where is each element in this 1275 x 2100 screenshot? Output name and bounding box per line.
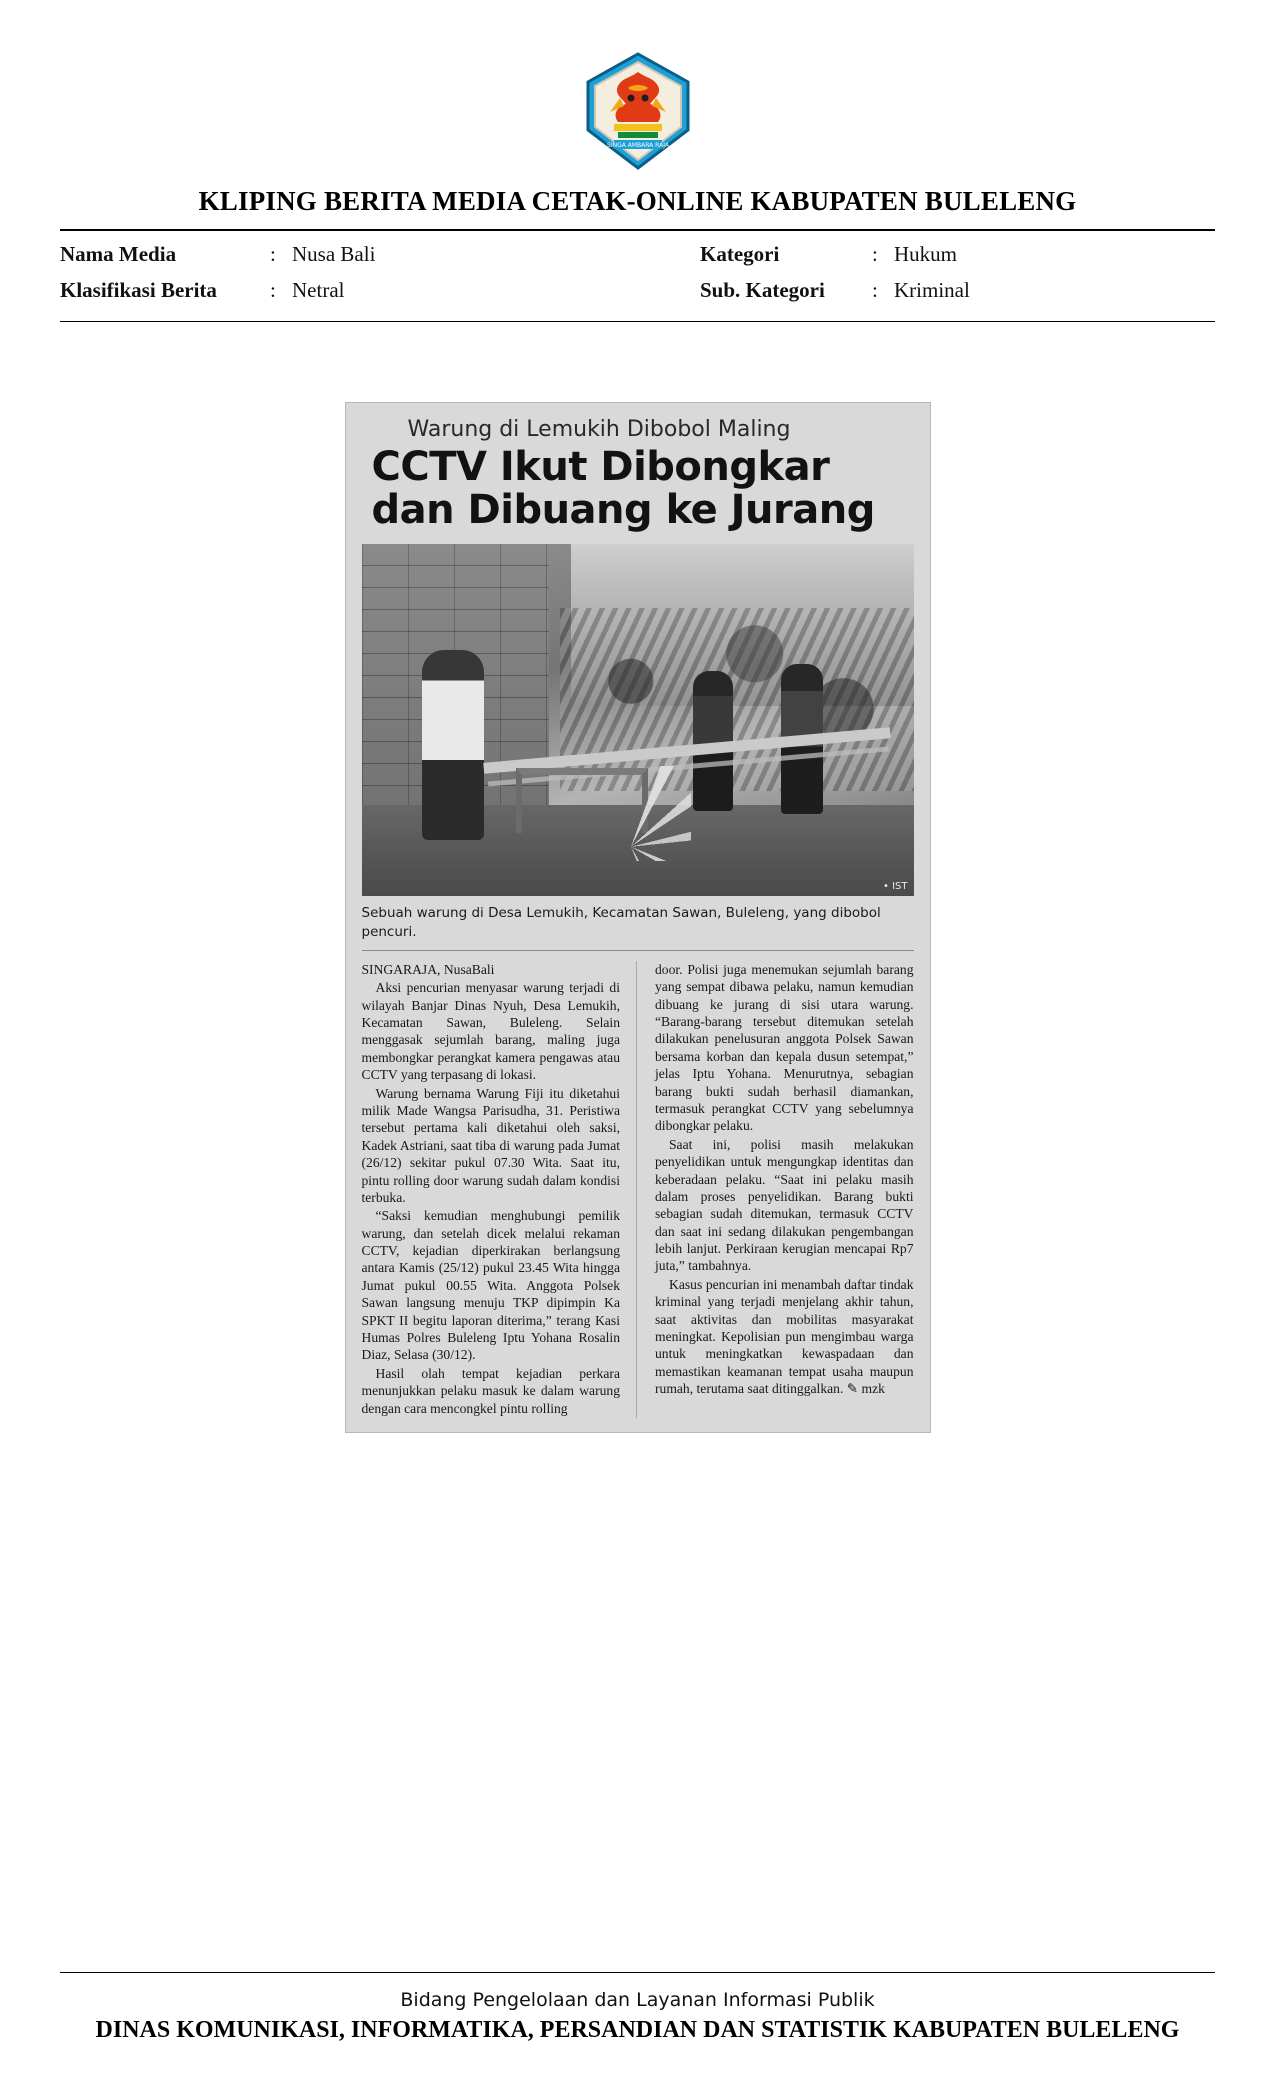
footer-divider — [60, 1972, 1215, 1973]
footer-department-line: Bidang Pengelolaan dan Layanan Informasi Publik — [400, 1989, 875, 2011]
meta-value-nama-media: Nusa Bali — [292, 242, 376, 266]
photo-plant — [571, 766, 691, 861]
photo-foliage — [560, 608, 913, 791]
clipping-column-right — [655, 961, 914, 1418]
meta-row-kategori — [700, 239, 1215, 269]
meta-row-nama-media — [60, 239, 700, 269]
buleleng-crest-icon — [584, 52, 692, 170]
clipping-paragraph: door. Polisi juga menemukan sejumlah barang yang sempat dibawa pelaku, namun kemudian dibuang ke jurang di sisi utara warung. “Barang-barang tersebut ditemukan setelah dilakukan penelusuran anggota Polsek Sawan bersama korban dan kepala dusun setempat,” jelas Iptu Yohana. Menurutnya, sebagian barang bukti sudah berhasil diamankan, termasuk perangkat CCTV yang sebelumnya dibongkar pelaku. — [655, 961, 914, 1134]
page-title: KLIPING BERITA MEDIA CETAK-ONLINE KABUPATEN BULELENG — [198, 186, 1077, 216]
clipping-column-left — [362, 961, 638, 1418]
clipping-paragraph: Aksi pencurian menyasar warung terjadi di wilayah Banjar Dinas Nyuh, Desa Lemukih, Kecamatan Sawan, Buleleng. Selain menggasak sejumlah barang, maling juga membongkar perangkat kamera pengawas atau CCTV yang terpasang di lokasi. — [361, 980, 620, 1083]
meta-label-kategori: Kategori — [700, 242, 780, 266]
clipping-photo — [362, 544, 914, 896]
meta-value-kategori: Hukum — [894, 242, 957, 266]
clipping-kicker: Warung di Lemukih Dibobol Maling — [407, 417, 791, 442]
meta-colon: : — [872, 242, 878, 266]
news-clipping-container — [60, 402, 1215, 1433]
meta-value-sub-kategori: Kriminal — [894, 278, 970, 302]
meta-colon: : — [270, 278, 276, 302]
meta-label-sub-kategori: Sub. Kategori — [700, 278, 825, 302]
meta-colon: : — [270, 242, 276, 266]
clipping-paragraph: Saat ini, polisi masih melakukan penyelidikan untuk mengungkap identitas dan keberadaan pelaku. “Saat ini pelaku masih dalam proses penyelidikan. Barang bukti sebagian sudah ditemukan, termasuk CCTV dan saat ini sedang dilakukan pengembangan lebih lanjut. Perkiraan kerugian mencapai Rp7 juta,” tambahnya. — [655, 1136, 914, 1274]
clipping-headline-line1: CCTV Ikut Dibongkar — [371, 444, 830, 490]
metadata-left-column — [60, 239, 700, 305]
svg-text:SINGA AMBARA RAJA: SINGA AMBARA RAJA — [606, 142, 669, 149]
metadata-right-column — [700, 239, 1215, 305]
meta-row-sub-kategori — [700, 275, 1215, 305]
clipping-body — [362, 961, 914, 1418]
photo-caption: Sebuah warung di Desa Lemukih, Kecamatan Sawan, Buleleng, yang dibobol pencuri. — [362, 904, 914, 950]
clipping-paragraph: Warung bernama Warung Fiji itu diketahui milik Made Wangsa Parisudha, 31. Peristiwa tersebut pertama kali diketahui oleh saksi, Kadek Astriani, saat tiba di warung pada Jumat (26/12) sekitar pukul 07.30 Wita. Saat itu, pintu rolling door warung sudah dalam kondisi terbuka. — [361, 1085, 620, 1205]
footer-agency-line: DINAS KOMUNIKASI, INFORMATIKA, PERSANDIAN DAN STATISTIK KABUPATEN BULELENG — [95, 2017, 1180, 2043]
meta-label-nama-media: Nama Media — [60, 242, 177, 266]
photo-person-foreground — [422, 650, 484, 840]
page-footer — [60, 1972, 1215, 2044]
metadata-divider — [60, 321, 1215, 322]
metadata-table — [60, 231, 1215, 309]
logo-container — [60, 0, 1215, 170]
clipping-paragraph: Kasus pencurian ini menambah daftar tindak kriminal yang terjadi menjelang akhir tahun, saat aktivitas dan mobilitas masyarakat meningkat. Kepolisian pun mengimbau warga untuk meningkatkan kewaspadaan dan memastikan keamanan tempat usaha maupun rumah, terutama saat ditinggalkan. ✎ mzk — [655, 1276, 914, 1397]
news-clipping — [345, 402, 931, 1433]
clipping-paragraph: Hasil olah tempat kejadian perkara menunjukkan pelaku masuk ke dalam warung dengan cara mencongkel pintu rolling — [361, 1365, 620, 1416]
clipping-paragraph: “Saksi kemudian menghubungi pemilik warung, dan setelah dicek melalui rekaman CCTV, kejadian diperkirakan berlangsung antara Kamis (25/12) pukul 23.45 Wita hingga Jumat pukul 00.55 Wita. Anggota Polsek Sawan langsung menuju TKP dipimpin Ka SPKT II begitu laporan diterima,” terang Kasi Humas Polres Buleleng Iptu Yohana Rosalin Diaz, Selasa (30/12). — [361, 1208, 620, 1363]
photo-credit: • IST — [883, 881, 908, 893]
clipping-headline — [362, 446, 914, 532]
meta-row-klasifikasi-berita — [60, 275, 700, 305]
clipping-dateline: SINGARAJA, NusaBali — [361, 961, 495, 977]
meta-value-klasifikasi-berita: Netral — [292, 278, 345, 302]
meta-colon: : — [872, 278, 878, 302]
meta-label-klasifikasi-berita: Klasifikasi Berita — [60, 278, 217, 302]
clipping-headline-line2: dan Dibuang ke Jurang — [371, 487, 875, 534]
